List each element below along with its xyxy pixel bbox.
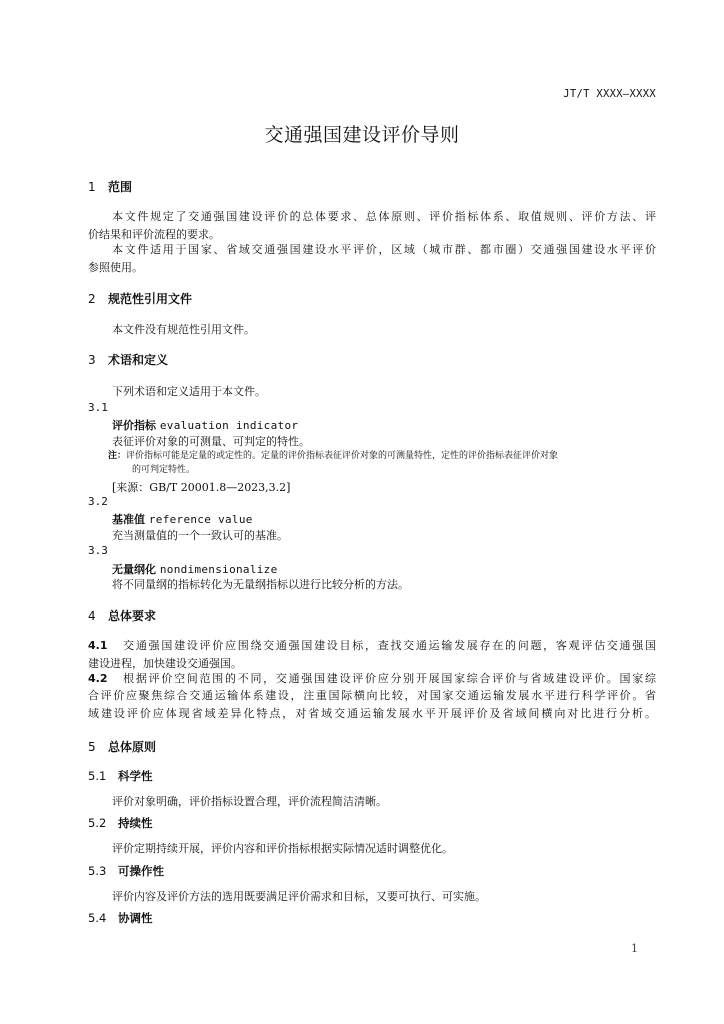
clause-number: 5.2: [88, 816, 107, 830]
note-text: 的可判定特性。: [132, 465, 196, 475]
clause-title: 协调性: [118, 911, 153, 925]
term-heading: [112, 417, 298, 433]
term-en: nondimensionalize: [159, 563, 278, 576]
term-zh: 评价指标: [112, 419, 156, 432]
clause-number: 4.1: [88, 639, 108, 652]
clause-number: 4.2: [88, 672, 108, 685]
section-number: 1: [88, 180, 96, 194]
term-source: [来源：GB/T 20001.8—2023,3.2]: [112, 481, 291, 494]
clause-text: 交通强国建设评价应围绕交通强国建设目标，查找交通运输发展存在的问题，客观评估交通强国: [123, 639, 656, 652]
clause-5-3-heading: [88, 863, 164, 879]
paragraph: 下列术语和定义适用于本文件。: [112, 385, 266, 398]
document-title: 交通强国建设评价导则: [264, 124, 460, 146]
clause-number: 5.3: [88, 864, 107, 878]
paragraph-line: 价结果和评价流程的要求。: [88, 228, 220, 241]
section-2-heading: [88, 290, 192, 307]
section-3-heading: [88, 351, 168, 368]
section-title: 总体原则: [108, 740, 157, 754]
clause-text: 评价定期持续开展，评价内容和评价指标根据实际情况适时调整优化。: [112, 842, 453, 855]
clause-number: 5.1: [88, 769, 107, 783]
clause-number: 5.4: [88, 911, 107, 925]
clause-4-1: [88, 636, 656, 655]
section-number: 5: [88, 740, 96, 754]
clause-5-4-heading: [88, 910, 153, 926]
paragraph-line: 合评价应聚焦综合交通运输体系建设，注重国际横向比较，对国家交通运输发展水平进行科学评价。省: [88, 689, 656, 702]
paragraph-line: 域建设评价应体现省域差异化特点，对省域交通运输发展水平开展评价及省域间横向对比进行分析。: [88, 707, 656, 720]
term-definition: 表征评价对象的可测量、可判定的特性。: [112, 435, 310, 448]
term-number: 3.3: [88, 544, 108, 557]
section-title: 规范性引用文件: [108, 292, 193, 306]
section-number: 4: [88, 609, 96, 623]
section-title: 范围: [108, 180, 133, 194]
paragraph-line: 建设进程，加快建设交通强国。: [88, 657, 242, 670]
term-definition: 将不同量纲的指标转化为无量纲指标以进行比较分析的方法。: [112, 578, 409, 591]
term-definition: 充当测量值的一个一致认可的基准。: [112, 529, 288, 542]
paragraph: 本文件没有规范性引用文件。: [112, 323, 255, 336]
clause-title: 可操作性: [118, 864, 164, 878]
document-number: JT/T XXXX—XXXX: [563, 88, 656, 100]
clause-5-2-heading: [88, 815, 153, 831]
paragraph-line: 本文件规定了交通强国建设评价的总体要求、总体原则、评价指标体系、取值规则、评价方法、评: [112, 210, 656, 223]
clause-text: 评价内容及评价方法的选用既要满足评价需求和目标，又要可执行、可实施。: [112, 890, 486, 903]
clause-text: 根据评价空间范围的不同，交通强国建设评价应分别开展国家综合评价与省域建设评价。国家综: [123, 672, 656, 685]
section-number: 3: [88, 353, 96, 367]
paragraph-line: 本文件适用于国家、省域交通强国建设水平评价，区域（城市群、都市圈）交通强国建设水平评价: [112, 243, 656, 256]
term-zh: 无量纲化: [112, 563, 156, 576]
section-1-heading: [88, 178, 132, 195]
clause-title: 科学性: [118, 769, 153, 783]
note-label: 注：: [108, 451, 127, 461]
section-title: 术语和定义: [108, 353, 169, 367]
section-5-heading: [88, 738, 156, 755]
term-zh: 基准值: [112, 513, 145, 526]
clause-text: 评价对象明确，评价指标设置合理，评价流程简洁清晰。: [112, 795, 387, 808]
section-4-heading: [88, 607, 156, 624]
section-title: 总体要求: [108, 609, 157, 623]
term-en: evaluation indicator: [159, 419, 299, 432]
section-number: 2: [88, 292, 96, 306]
term-note: [108, 449, 656, 477]
term-en: reference value: [148, 513, 253, 526]
page-number: 1: [631, 942, 638, 955]
term-number: 3.2: [88, 495, 108, 508]
term-heading: [112, 561, 278, 577]
paragraph-line: 参照使用。: [88, 261, 143, 274]
term-heading: [112, 511, 253, 527]
term-number: 3.1: [88, 401, 108, 414]
clause-title: 持续性: [118, 816, 153, 830]
note-text: 评价指标可能是定量的或定性的。定量的评价指标表征评价对象的可测量特性，定性的评价指标表征评价对象: [126, 451, 559, 461]
clause-5-1-heading: [88, 768, 153, 784]
